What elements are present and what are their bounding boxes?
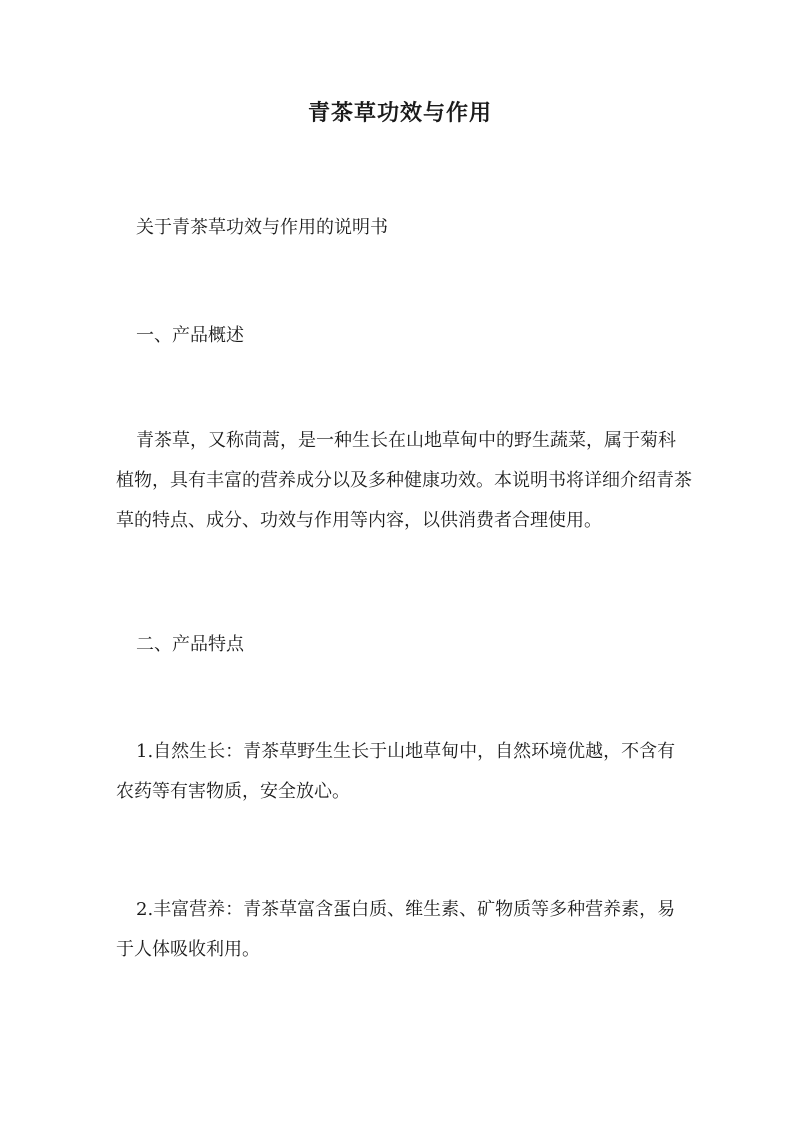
feature-item-nutrition [116,890,704,970]
document-title: 青茶草功效与作用 [307,100,492,126]
paragraph-line: 农药等有害物质，安全放心。 [116,781,350,802]
section-heading-text: 二、产品特点 [136,634,244,655]
paragraph-line: 1.自然生长：青茶草野生生长于山地草甸中，自然环境优越，不含有 [136,741,676,762]
paragraph-line: 青茶草，又称茼蒿，是一种生长在山地草甸中的野生蔬菜，属于菊科 [136,430,676,451]
document-subtitle [136,208,704,248]
section-heading-features [136,625,704,665]
paragraph-line: 植物，具有丰富的营养成分以及多种健康功效。本说明书将详细介绍青茶 [116,470,692,491]
subtitle-text: 关于青茶草功效与作用的说明书 [136,217,388,238]
feature-item-natural [116,732,704,812]
section-heading-text: 一、产品概述 [136,325,244,346]
paragraph-line: 于人体吸收利用。 [116,939,260,960]
paragraph-line: 草的特点、成分、功效与作用等内容，以供消费者合理使用。 [116,510,602,531]
overview-paragraph [116,421,704,541]
paragraph-line: 2.丰富营养：青茶草富含蛋白质、维生素、矿物质等多种营养素，易 [136,899,676,920]
section-heading-overview [136,316,704,356]
